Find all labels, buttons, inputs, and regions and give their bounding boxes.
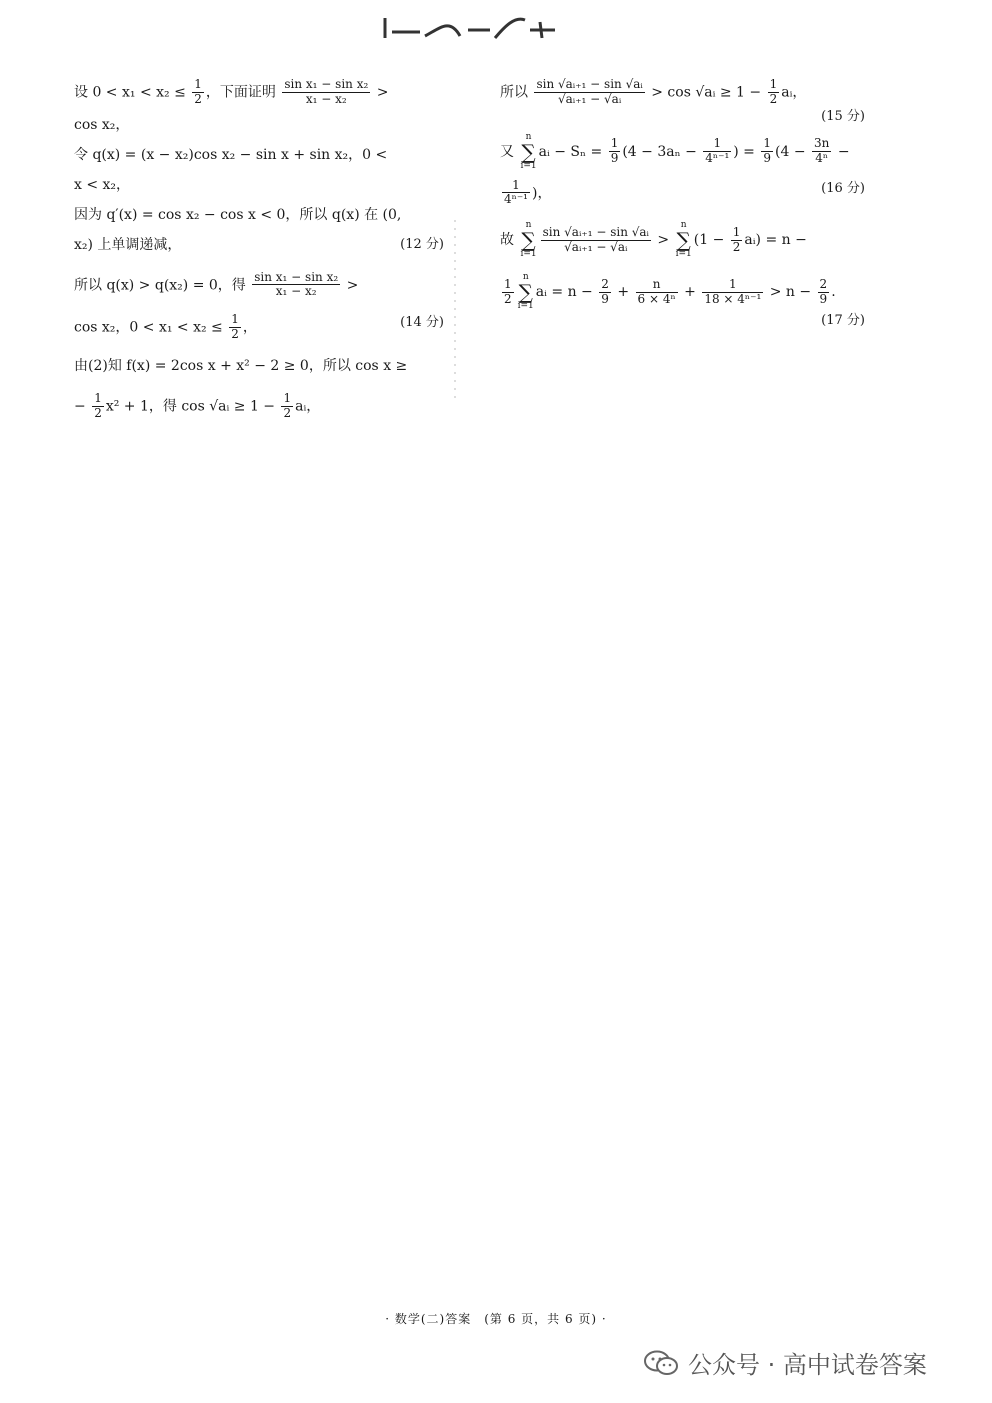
text-line: [500, 179, 865, 208]
denominator: 18 × 4ⁿ⁻¹: [704, 291, 762, 306]
text: > n −: [765, 284, 816, 301]
numerator: n: [636, 278, 678, 293]
text: aᵢ − Sₙ =: [538, 143, 607, 160]
wechat-icon: [644, 1350, 678, 1376]
text-line: [74, 313, 444, 342]
text: x₂) 上单调递减，: [74, 236, 182, 253]
denominator: √aᵢ₊₁ − √aᵢ: [557, 91, 622, 106]
denominator: 4ⁿ: [815, 151, 829, 166]
text: aᵢ，: [295, 398, 321, 415]
numerator: 1: [283, 390, 292, 405]
text: .: [831, 284, 836, 301]
text: aᵢ = n −: [535, 284, 598, 301]
denominator: x₁ − x₂: [305, 91, 347, 106]
fraction: [282, 78, 370, 107]
fraction: [702, 278, 763, 307]
sum-upper: n: [525, 131, 532, 142]
score-label: (15 分): [821, 108, 865, 124]
numerator: 2: [601, 276, 609, 291]
denominator: 2: [283, 405, 292, 420]
text: )，: [531, 184, 552, 201]
fraction: [768, 78, 780, 107]
text: (4 −: [775, 143, 810, 160]
text: −: [833, 143, 850, 160]
text: 故: [500, 232, 519, 249]
fraction: [609, 137, 621, 166]
sum-lower: i=1: [675, 249, 692, 260]
text: > cos √aᵢ ≥ 1 −: [646, 84, 766, 101]
numerator: 1: [769, 77, 778, 91]
denominator: 9: [763, 151, 771, 166]
fraction: [229, 313, 241, 342]
summation: [518, 273, 534, 311]
denominator: 2: [504, 291, 512, 306]
left-column: [74, 78, 444, 420]
sum-lower: i=1: [517, 301, 534, 312]
numerator: 1: [94, 390, 102, 405]
text: (4 − 3aₙ −: [622, 143, 702, 160]
fraction: [534, 78, 644, 107]
text: +: [612, 284, 634, 301]
text: +: [679, 284, 701, 301]
numerator: 1: [502, 179, 530, 194]
fraction: [502, 278, 514, 307]
denominator: x₁ − x₂: [275, 284, 317, 299]
header-scrawl: [380, 8, 565, 42]
text-line: x < x₂，: [74, 176, 131, 193]
sum-upper: n: [522, 272, 529, 283]
page-footer: · 数学(二)答案 (第 6 页，共 6 页) ·: [385, 1312, 607, 1326]
text-line: [74, 271, 444, 300]
text-line: 由(2)知 f(x) = 2cos x + x² − 2 ≥ 0，所以 cos x ≥: [74, 357, 408, 374]
numerator: 1: [504, 276, 512, 291]
score-label: (12 分): [400, 236, 444, 252]
text: 又: [500, 143, 519, 160]
text: aᵢ) = n −: [744, 232, 807, 249]
denominator: 4ⁿ⁻¹: [504, 192, 528, 207]
numerator: 1: [732, 224, 741, 239]
text: x² + 1，得 cos √aᵢ ≥ 1 −: [105, 398, 280, 415]
numerator: sin x₁ − sin x₂: [284, 77, 369, 91]
fraction: [703, 137, 731, 166]
summation: [676, 221, 692, 259]
sigma-icon: ∑: [518, 280, 533, 305]
denominator: 2: [732, 239, 741, 254]
numerator: sin x₁ − sin x₂: [254, 269, 339, 284]
fraction: [599, 278, 611, 307]
numerator: sin √aᵢ₊₁ − sin √aᵢ: [536, 77, 643, 91]
sum-upper: n: [680, 220, 687, 231]
fraction: [812, 137, 831, 166]
sigma-icon: ∑: [676, 228, 691, 253]
sum-upper: n: [525, 220, 532, 231]
fold-marks: [452, 220, 458, 400]
fraction: [281, 392, 293, 421]
numerator: 3n: [814, 136, 830, 151]
text: ) =: [733, 143, 760, 160]
sigma-icon: ∑: [521, 228, 536, 253]
denominator: 9: [610, 151, 619, 166]
watermark: [644, 1345, 927, 1380]
fraction: [731, 226, 743, 255]
score-label: (16 分): [821, 180, 865, 196]
numerator: 1: [610, 136, 619, 151]
fraction: [252, 271, 340, 300]
text-line: [500, 78, 865, 107]
watermark-text: 公众号 · 高中试卷答案: [688, 1351, 927, 1379]
numerator: 2: [819, 276, 828, 291]
text: −: [74, 398, 91, 415]
denominator: 9: [819, 291, 828, 306]
text: 所以 q(x) > q(x₂) = 0，得: [74, 276, 251, 293]
text-line: [74, 392, 444, 421]
fraction: [502, 179, 530, 208]
fraction: [818, 278, 830, 307]
score-label: (14 分): [400, 315, 444, 331]
right-column: [500, 78, 865, 337]
text-line: [500, 221, 865, 259]
score-row: [500, 311, 865, 337]
numerator: 1: [703, 137, 731, 152]
text: cos x₂，0 < x₁ < x₂ ≤: [74, 319, 228, 336]
text-line: [500, 133, 865, 171]
numerator: 1: [231, 312, 239, 327]
text: >: [372, 84, 389, 101]
text: 所以: [500, 84, 533, 101]
score-row: [500, 107, 865, 133]
denominator: 6 × 4ⁿ: [637, 291, 676, 306]
denominator: 4ⁿ⁻¹: [705, 151, 730, 166]
numerator: sin √aᵢ₊₁ − sin √aᵢ: [542, 224, 649, 239]
text-line: [74, 78, 444, 107]
text-line: [74, 235, 444, 257]
denominator: 2: [231, 326, 239, 341]
denominator: 9: [601, 291, 609, 306]
text-line: [500, 273, 865, 311]
denominator: 2: [194, 91, 202, 106]
numerator: 1: [763, 136, 771, 151]
numerator: 1: [702, 278, 763, 293]
text: ，: [242, 319, 257, 336]
score-label: (17 分): [821, 313, 865, 329]
sigma-icon: ∑: [521, 139, 536, 164]
text-line: cos x₂，: [74, 116, 130, 133]
text: >: [652, 232, 674, 249]
summation: [520, 221, 536, 259]
fraction: [192, 78, 204, 107]
text: aᵢ，: [781, 84, 807, 101]
text: ，下面证明: [205, 84, 281, 101]
numerator: 1: [194, 77, 202, 91]
denominator: √aᵢ₊₁ − √aᵢ: [564, 239, 628, 254]
summation: [520, 133, 536, 171]
fraction: [636, 278, 678, 307]
text: 设 0 < x₁ < x₂ ≤: [74, 84, 191, 101]
sum-lower: i=1: [520, 160, 537, 171]
text-line: 因为 q′(x) = cos x₂ − cos x < 0，所以 q(x) 在 (0,: [74, 206, 402, 223]
text: (1 −: [693, 232, 729, 249]
denominator: 2: [94, 405, 102, 420]
text: >: [342, 276, 359, 293]
sum-lower: i=1: [520, 249, 537, 260]
fraction: [541, 226, 651, 255]
fraction: [92, 392, 104, 421]
denominator: 2: [769, 91, 778, 106]
text-line: 令 q(x) = (x − x₂)cos x₂ − sin x + sin x₂，0 <: [74, 146, 388, 163]
fraction: [761, 137, 773, 166]
